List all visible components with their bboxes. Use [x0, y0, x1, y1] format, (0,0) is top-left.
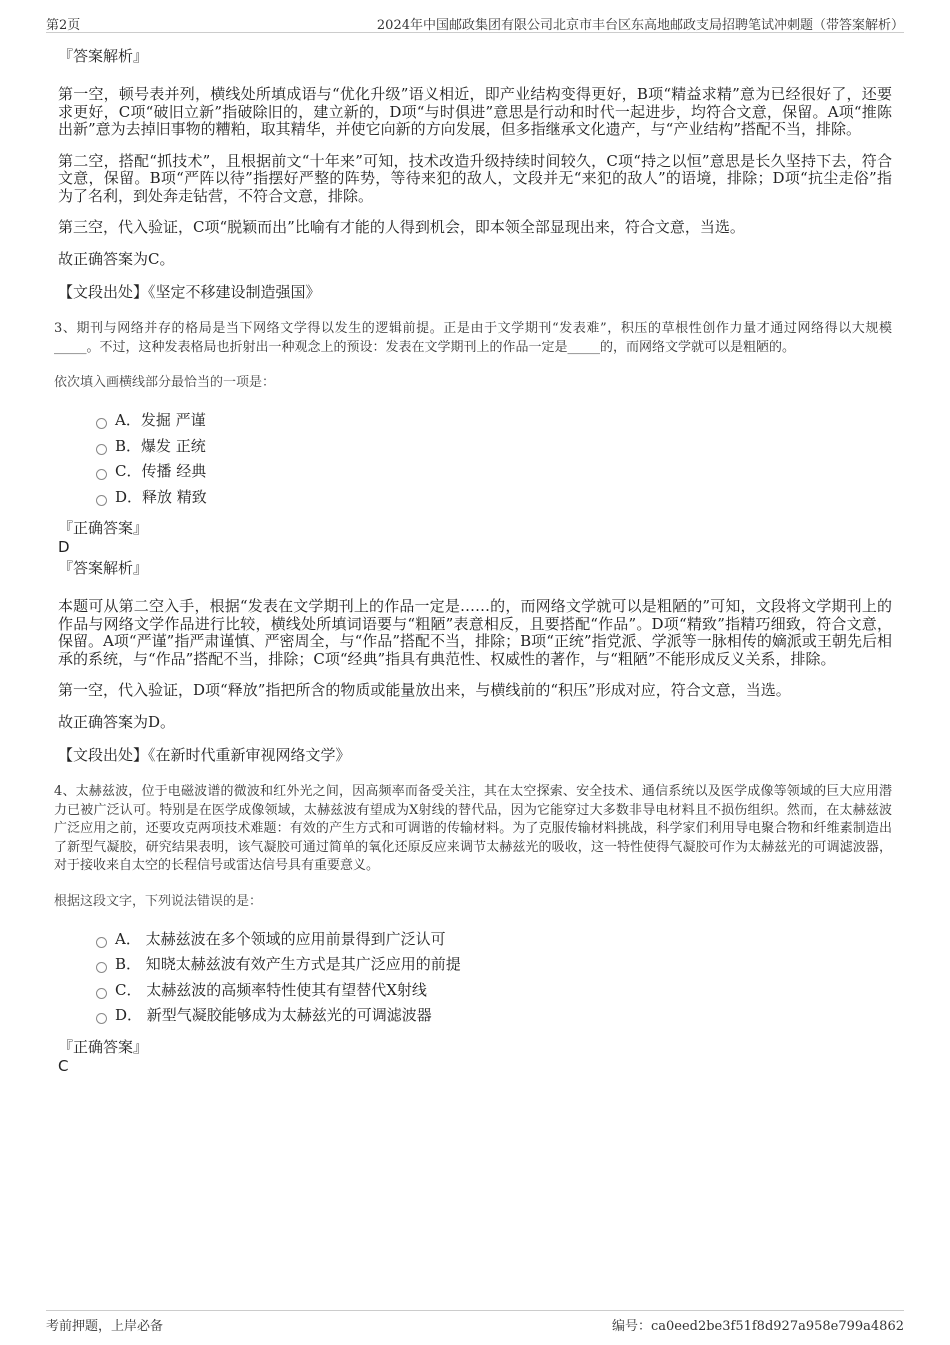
radio-icon[interactable]: [96, 937, 107, 948]
main-content: [54, 40, 892, 1075]
page-header: [46, 12, 904, 33]
analysis-label: 『答案解析』: [58, 47, 149, 65]
radio-icon[interactable]: [96, 444, 107, 455]
analysis-paragraph: 第二空，搭配“抓技术”，且根据前文“十年来”可知，技术改造升级持续时间较久，C项“持之以恒”意思是长久坚持下去，符合文意，保留。B项“严阵以待”指摆好严整的阵势，等待来犯的敌人，文段并无“来犯的敌人”的语境，排除；D项“抗尘走俗”指为了名利，到处奔走钻营，不符合文意，排除。: [58, 151, 892, 205]
correct-answer: C: [58, 1056, 69, 1075]
source-citation: 【文段出处】《在新时代重新审视网络文学》: [58, 746, 351, 764]
question-text: 3、期刊与网络并存的格局是当下网络文学得以发生的逻辑前提。正是由于文学期刊“发表难”，积压的草根性创作力量才通过网络得以大规模_____。不过，这种发表格局也折射出一种观念上的预设：发表在文学期刊上的作品一定是_____的，而网络文学就可以是粗陋的。: [54, 321, 892, 355]
option-a[interactable]: A． 太赫兹波在多个领域的应用前景得到广泛认可: [96, 927, 892, 953]
correct-answer: D: [58, 538, 70, 556]
radio-icon[interactable]: [96, 1013, 107, 1024]
options-list: [96, 408, 892, 510]
question-prompt: 依次填入画横线部分最恰当的一项是：: [54, 375, 276, 390]
option-c[interactable]: C． 太赫兹波的高频率特性使其有望替代X射线: [96, 978, 892, 1004]
correct-answer-label: 『正确答案』: [58, 519, 149, 537]
option-d[interactable]: D．释放 精致: [96, 485, 892, 511]
analysis-paragraph: 第一空，顿号表并列，横线处所填成语与“优化升级”语义相近，即产业结构变得更好，B项“精益求精”意为已经很好了，还要求更好，C项“破旧立新”指破除旧的，建立新的，D项“与时俱进”意思是行动和时代一起进步，均符合文意，保留。A项“推陈出新”意为去掉旧事物的糟粕，取其精华，并使它向新的方向发展，但多指继承文化遗产，与“产业结构”搭配不当，排除。: [58, 85, 892, 138]
option-a[interactable]: A．发掘 严谨: [96, 408, 892, 434]
option-d[interactable]: D． 新型气凝胶能够成为太赫兹光的可调滤波器: [96, 1003, 892, 1029]
radio-icon[interactable]: [96, 988, 107, 999]
correct-answer-label: 『正确答案』: [58, 1037, 149, 1056]
document-id: 编号：ca0eed2be3f51f8d927a958e799a4862: [611, 1319, 904, 1334]
radio-icon[interactable]: [96, 418, 107, 429]
analysis-paragraph: 本题可从第二空入手，根据“发表在文学期刊上的作品一定是……的，而网络文学就可以是粗陋的”可知，文段将文学期刊上的作品与网络文学作品进行比较，横线处所填词语要与“粗陋”表意相反，且要搭配“作品”。D项“精致”指精巧细致，符合文意，保留。A项“严谨”指严肃谨慎、严密周全，与“作品”搭配不当，排除；B项“正统”指党派、学派等一脉相传的嫡派或王朝先后相承的系统，与“作品”搭配不当，排除；C项“经典”指具有典范性、权威性的著作，与“粗陋”不能形成反义关系，排除。: [58, 597, 892, 668]
question-prompt: 根据这段文字，下列说法错误的是：: [54, 893, 263, 909]
option-b[interactable]: B． 知晓太赫兹波有效产生方式是其广泛应用的前提: [96, 952, 892, 978]
analysis-paragraph: 故正确答案为D。: [58, 712, 176, 731]
option-b[interactable]: B．爆发 正统: [96, 434, 892, 460]
source-citation: 【文段出处】《坚定不移建设制造强国》: [58, 283, 321, 301]
option-c[interactable]: C．传播 经典: [96, 459, 892, 485]
analysis-paragraph: 故正确答案为C。: [58, 249, 175, 268]
document-title: 2024年中国邮政集团有限公司北京市丰台区东高地邮政支局招聘笔试冲刺题（带答案解析）: [376, 18, 904, 33]
page-footer: [46, 1310, 904, 1335]
options-list: [96, 927, 892, 1029]
footer-slogan: 考前押题，上岸必备: [46, 1319, 164, 1334]
radio-icon[interactable]: [96, 469, 107, 480]
radio-icon[interactable]: [96, 962, 107, 973]
question-text: 4、太赫兹波，位于电磁波谱的微波和红外光之间，因高频率而备受关注，其在太空探索、安全技术、通信系统以及医学成像等领域的巨大应用潜力已被广泛认可。特别是在医学成像领域，太赫兹波有望成为X射线的替代品，因为它能穿过大多数非导电材料且不损伤组织。然而，在太赫兹波广泛应用之前，还要攻克两项技术难题：有效的产生方式和可调谐的传输材料。为了克服传输材料挑战，科学家们利用导电聚合物和纤维素制造出了新型气凝胶，研究结果表明，该气凝胶可通过简单的氧化还原反应来调节太赫兹光的吸收，这一特性使得气凝胶可作为太赫兹光的可调滤波器，对于接收来自太空的长程信号或雷达信号具有重要意义。: [54, 784, 892, 873]
analysis-paragraph: 第一空，代入验证，D项“释放”指把所含的物质或能量放出来，与横线前的“积压”形成对应，符合文意，当选。: [58, 681, 791, 699]
radio-icon[interactable]: [96, 495, 107, 506]
analysis-paragraph: 第三空，代入验证，C项“脱颖而出”比喻有才能的人得到机会，即本领全部显现出来，符合文意，当选。: [58, 218, 745, 236]
page-number: 第2页: [46, 18, 81, 33]
analysis-label: 『答案解析』: [58, 559, 149, 577]
